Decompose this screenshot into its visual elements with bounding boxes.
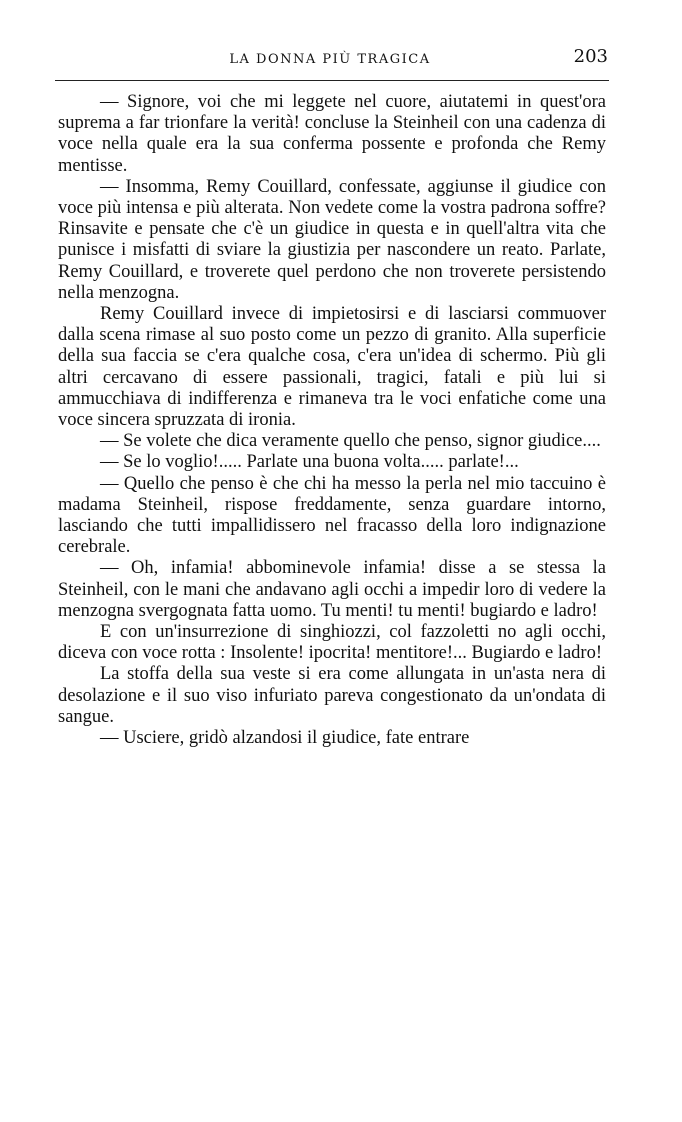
paragraph: — Oh, infamia! abbominevole infamia! disse a se stessa la Steinheil, con le mani che andavano agli occhi a impedir loro di vedere la menzogna svergognata fatta uomo. Tu menti! tu menti! bugiardo e ladro! (58, 558, 606, 621)
paragraph: — Se volete che dica veramente quello che penso, signor giudice.... (100, 431, 601, 452)
paragraph: La stoffa della sua veste si era come allungata in un'asta nera di desolazione e il suo viso infuriato pareva congestionato da un'ondata di sangue. (58, 664, 606, 727)
paragraph: — Signore, voi che mi leggete nel cuore, aiutatemi in quest'ora suprema a far trionfare la verità! concluse la Steinheil con una cadenza di voce nella quale era la sua conferma possente e profonda che Remy mentisse. (58, 92, 606, 176)
paragraph: E con un'insurrezione di singhiozzi, col fazzoletti no agli occhi, diceva con voce rotta : Insolente! ipocrita! mentitore!... Bugiardo e ladro! (58, 622, 606, 664)
header-rule (55, 80, 609, 81)
paragraph: — Usciere, gridò alzandosi il giudice, fate entrare (100, 728, 470, 749)
paragraph: — Insomma, Remy Couillard, confessate, aggiunse il giudice con voce più intensa e più alterata. Non vedete come la vostra padrona soffre? Rinsavite e pensate che c'è un giudice in questa e in quell'altra vita che punisce i misfatti di sviare la giustizia per nascondere un reato. Parlate, Remy Couillard, e troverete quel perdono che non troverete persistendo nella menzogna. (58, 176, 606, 303)
paragraph: — Quello che penso è che chi ha messo la perla nel mio taccuino è madama Steinheil, rispose freddamente, senza guardare intorno, lasciando che tutti impallidissero nel fracasso della loro indignazione cerebrale. (58, 473, 606, 558)
running-title: LA DONNA PIÙ TRAGICA (229, 52, 431, 67)
page-header (52, 44, 608, 74)
paragraph: Remy Couillard invece di impietosirsi e di lasciarsi commuover dalla scena rimase al suo posto come un pezzo di granito. Alla superficie della sua faccia se c'era qualche cosa, c'era un'idea di schermo. Più gli altri cercavano di essere passionali, tragici, fatali e più lui si ammucchiava di indifferenza e rimaneva tra le voci enfatiche come una voce sincera spruzzata di ironia. (58, 304, 606, 431)
page-number: 203 (573, 46, 608, 67)
paragraph: — Se lo voglio!..... Parlate una buona volta..... parlate!... (100, 452, 519, 473)
page-body (58, 92, 606, 749)
